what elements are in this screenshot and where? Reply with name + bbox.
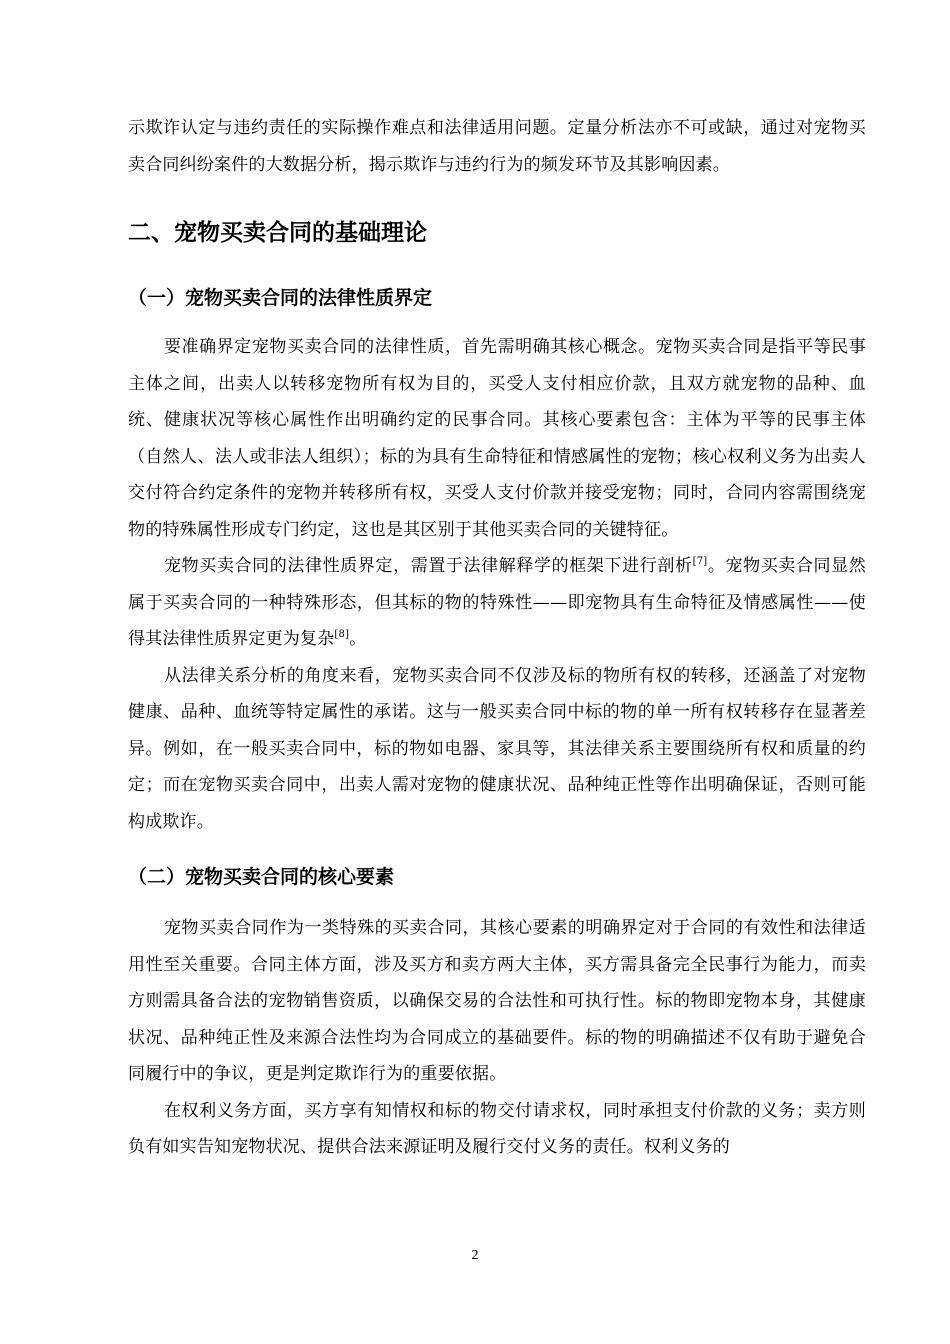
paragraph-rights-obligations: 在权利义务方面，买方享有知情权和标的物交付请求权，同时承担支付价款的义务；卖方则负有如实告知宠物状况、提供合法来源证明及履行交付义务的责任。权利义务的 [128,1100,866,1157]
paragraph-legal-relation: 从法律关系分析的角度来看，宠物买卖合同不仅涉及标的物所有权的转移，还涵盖了对宠物健康、品种、血统等特定属性的承诺。这与一般买卖合同中标的物的单一所有权转移存在显著差异。例如，在一般买卖合同中，标的物如电器、家具等，其法律关系主要围绕所有权和质量的约定；而在宠物买卖合同中，出卖人需对宠物的健康状况、品种纯正性等作出明确保证，否则可能构成欺诈。 [128,665,866,832]
paragraph-definition: 要准确界定宠物买卖合同的法律性质，首先需明确其核心概念。宠物买卖合同是指平等民事主体之间，出卖人以转移宠物所有权为目的，买受人支付相应价款，且双方就宠物的品种、血统、健康状况等核心属性作出明确约定的民事合同。其核心要素包含：主体为平等的民事主体（自然人、法人或非法人组织）；标的为具有生命特征和情感属性的宠物；核心权利义务为出卖人交付符合约定条件的宠物并转移所有权，买受人支付价款并接受宠物；同时，合同内容需围绕宠物的特殊属性形成专门约定，这也是其区别于其他买卖合同的关键特征。 [128,337,866,540]
page-content [128,110,866,1166]
text-span: 。宠物买卖合同显然属于买卖合同的一种特殊形态，但其标的物的特殊性——即宠物具有生命特征及情感属性——使得其法律性质界定更为复杂 [128,556,866,649]
citation-ref-8: [8] [334,629,350,640]
paragraph-intro-end: 示欺诈认定与违约责任的实际操作难点和法律适用问题。定量分析法亦不可或缺，通过对宠物买卖合同纠纷案件的大数据分析，揭示欺诈与违约行为的频发环节及其影响因素。 [128,118,866,175]
subsection-heading-1: （一）宠物买卖合同的法律性质界定 [128,287,433,309]
paragraph-core-elements: 宠物买卖合同作为一类特殊的买卖合同，其核心要素的明确界定对于合同的有效性和法律适用性至关重要。合同主体方面，涉及买方和卖方两大主体，买方需具备完全民事行为能力，而卖方则需具备合法的宠物销售资质，以确保交易的合法性和可执行性。标的物即宠物本身，其健康状况、品种纯正性及来源合法性均为合同成立的基础要件。标的物的明确描述不仅有助于避免合同履行中的争议，更是判定欺诈行为的重要依据。 [128,918,866,1084]
text-span: 宠物买卖合同的法律性质界定，需置于法律解释学的框架下进行剖析 [164,556,693,576]
text-span: 。 [349,629,367,649]
page-number: 2 [471,1248,479,1263]
citation-ref-7: [7] [692,556,708,567]
paragraph-legal-nature [128,548,866,658]
section-heading: 二、宠物买卖合同的基础理论 [128,220,427,246]
subsection-heading-2: （二）宠物买卖合同的核心要素 [128,866,395,888]
